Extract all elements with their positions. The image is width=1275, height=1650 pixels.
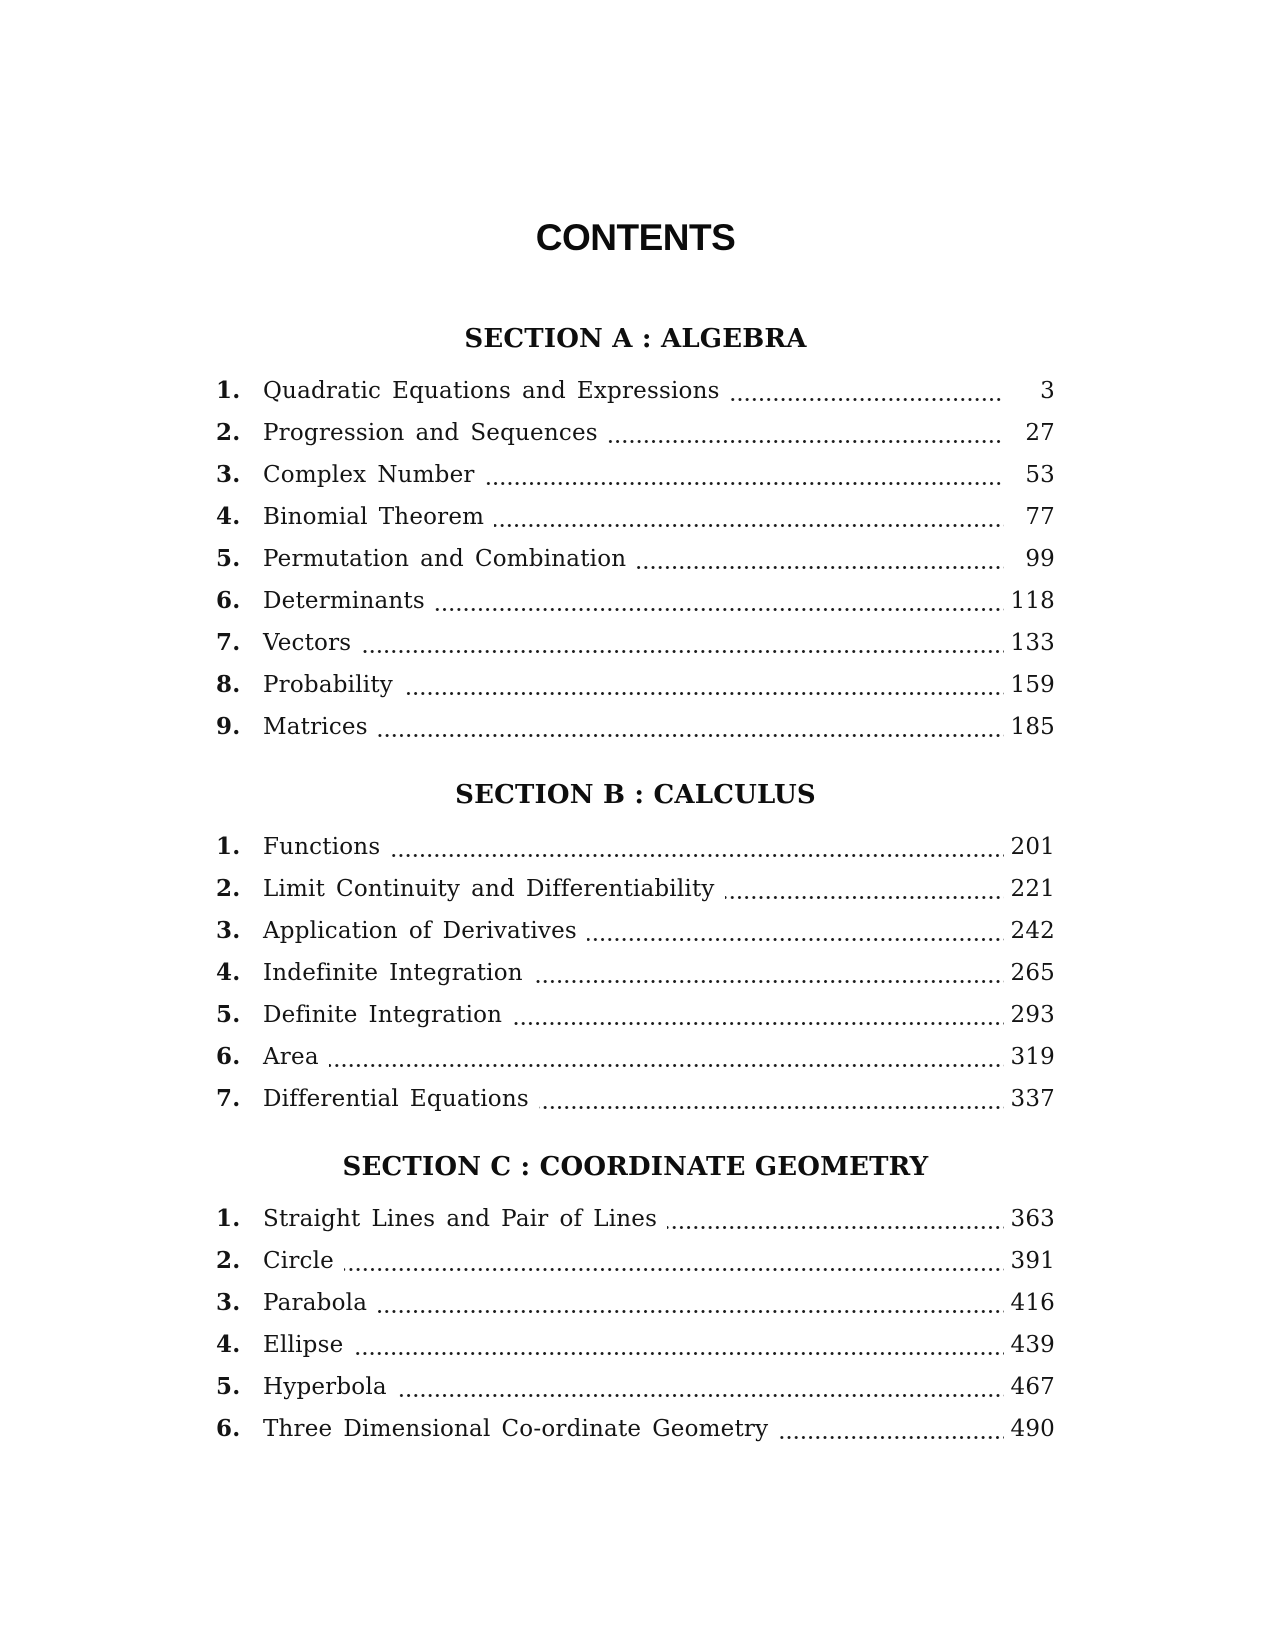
toc-entry (216, 1198, 1055, 1240)
leader-dots (512, 1022, 1003, 1025)
entry-page-number: 337 (1010, 1086, 1055, 1112)
entry-number: 3. (216, 1289, 241, 1316)
leader-dots (730, 398, 1004, 401)
toc-entry (216, 1324, 1055, 1366)
entry-page-number: 363 (1010, 1206, 1055, 1232)
entry-title: Application of Derivatives (263, 918, 577, 944)
entry-page-number: 159 (1010, 672, 1055, 698)
entry-page-number: 3 (1040, 378, 1055, 404)
entry-page-number: 27 (1025, 420, 1055, 446)
toc-entry (216, 454, 1055, 496)
entry-number: 3. (216, 461, 241, 488)
entry-page-number: 201 (1010, 834, 1055, 860)
entry-number: 6. (216, 587, 241, 614)
toc-entry (216, 1240, 1055, 1282)
entry-title: Matrices (263, 714, 368, 740)
toc-section (216, 1152, 1055, 1450)
entry-title: Parabola (263, 1290, 368, 1316)
entry-page-number: 319 (1010, 1044, 1055, 1070)
leader-dots (533, 980, 1004, 983)
toc-entry (216, 412, 1055, 454)
section-entries (216, 370, 1055, 748)
entry-title: Hyperbola (263, 1374, 387, 1400)
leader-dots (539, 1106, 1004, 1109)
entry-title: Quadratic Equations and Expressions (263, 378, 720, 404)
toc-entry (216, 622, 1055, 664)
toc-entry (216, 370, 1055, 412)
entry-page-number: 416 (1010, 1290, 1055, 1316)
leader-dots (587, 938, 1004, 941)
entry-page-number: 242 (1010, 918, 1055, 944)
toc-entry (216, 826, 1055, 868)
entry-title: Indefinite Integration (263, 960, 523, 986)
leader-dots (353, 1352, 1003, 1355)
entry-number: 8. (216, 671, 241, 698)
entry-page-number: 391 (1010, 1248, 1055, 1274)
entry-number: 9. (216, 713, 241, 740)
entry-title: Vectors (263, 630, 352, 656)
entry-title: Definite Integration (263, 1002, 503, 1028)
toc-entry (216, 1078, 1055, 1120)
leader-dots (329, 1064, 1004, 1067)
entry-number: 4. (216, 503, 241, 530)
toc-section (216, 780, 1055, 1120)
leader-dots (378, 734, 1004, 737)
entry-number: 2. (216, 419, 241, 446)
entry-title: Three Dimensional Co-ordinate Geometry (263, 1416, 769, 1442)
toc-entry (216, 580, 1055, 622)
entry-page-number: 185 (1010, 714, 1055, 740)
entry-number: 1. (216, 1205, 241, 1232)
toc-entry (216, 1282, 1055, 1324)
entry-title: Binomial Theorem (263, 504, 485, 530)
section-heading: SECTION C : COORDINATE GEOMETRY (342, 1152, 929, 1182)
leader-dots (667, 1226, 1003, 1229)
leader-dots (390, 854, 1003, 857)
toc-entry (216, 868, 1055, 910)
entry-title: Limit Continuity and Differentiability (263, 876, 715, 902)
leader-dots (344, 1268, 1004, 1271)
leader-dots (725, 896, 1004, 899)
entry-title: Permutation and Combination (263, 546, 627, 572)
toc-entry (216, 1408, 1055, 1450)
entry-title: Area (263, 1044, 319, 1070)
toc-entry (216, 1366, 1055, 1408)
entry-number: 1. (216, 833, 241, 860)
entry-number: 7. (216, 1085, 241, 1112)
entry-title: Circle (263, 1248, 334, 1274)
leader-dots (485, 482, 1004, 485)
entry-number: 6. (216, 1043, 241, 1070)
entry-number: 6. (216, 1415, 241, 1442)
toc-entry (216, 706, 1055, 748)
section-entries (216, 826, 1055, 1120)
toc-entry (216, 496, 1055, 538)
leader-dots (778, 1436, 1003, 1439)
leader-dots (494, 524, 1004, 527)
entry-title: Determinants (263, 588, 425, 614)
entry-number: 2. (216, 1247, 241, 1274)
leader-dots (636, 566, 1004, 569)
entry-page-number: 467 (1010, 1374, 1055, 1400)
entry-number: 4. (216, 959, 241, 986)
section-heading: SECTION B : CALCULUS (455, 780, 816, 810)
leader-dots (377, 1310, 1003, 1313)
toc-entry (216, 664, 1055, 706)
entry-title: Progression and Sequences (263, 420, 598, 446)
leader-dots (361, 650, 1003, 653)
entry-page-number: 293 (1010, 1002, 1055, 1028)
entry-page-number: 133 (1010, 630, 1055, 656)
toc-entry (216, 538, 1055, 580)
leader-dots (608, 440, 1004, 443)
entry-number: 5. (216, 1373, 241, 1400)
entry-page-number: 99 (1025, 546, 1055, 572)
section-heading: SECTION A : ALGEBRA (464, 324, 807, 354)
entry-number: 4. (216, 1331, 241, 1358)
entry-page-number: 439 (1010, 1332, 1055, 1358)
entry-page-number: 53 (1025, 462, 1055, 488)
section-entries (216, 1198, 1055, 1450)
entry-page-number: 221 (1010, 876, 1055, 902)
entry-title: Probability (263, 672, 393, 698)
entry-number: 1. (216, 377, 241, 404)
toc-sections (216, 324, 1055, 1450)
entry-number: 2. (216, 875, 241, 902)
toc-entry (216, 910, 1055, 952)
entry-title: Ellipse (263, 1332, 344, 1358)
toc-entry (216, 952, 1055, 994)
entry-title: Differential Equations (263, 1086, 529, 1112)
entry-number: 7. (216, 629, 241, 656)
entry-title: Functions (263, 834, 381, 860)
entry-title: Complex Number (263, 462, 475, 488)
leader-dots (403, 692, 1004, 695)
toc-entry (216, 994, 1055, 1036)
leader-dots (397, 1394, 1004, 1397)
entry-number: 5. (216, 545, 241, 572)
page-title: CONTENTS (535, 217, 736, 258)
entry-title: Straight Lines and Pair of Lines (263, 1206, 658, 1232)
entry-number: 3. (216, 917, 241, 944)
entry-number: 5. (216, 1001, 241, 1028)
toc-section (216, 324, 1055, 748)
entry-page-number: 265 (1010, 960, 1055, 986)
entry-page-number: 490 (1010, 1416, 1055, 1442)
entry-page-number: 118 (1010, 588, 1055, 614)
toc-entry (216, 1036, 1055, 1078)
entry-page-number: 77 (1025, 504, 1055, 530)
leader-dots (435, 608, 1004, 611)
